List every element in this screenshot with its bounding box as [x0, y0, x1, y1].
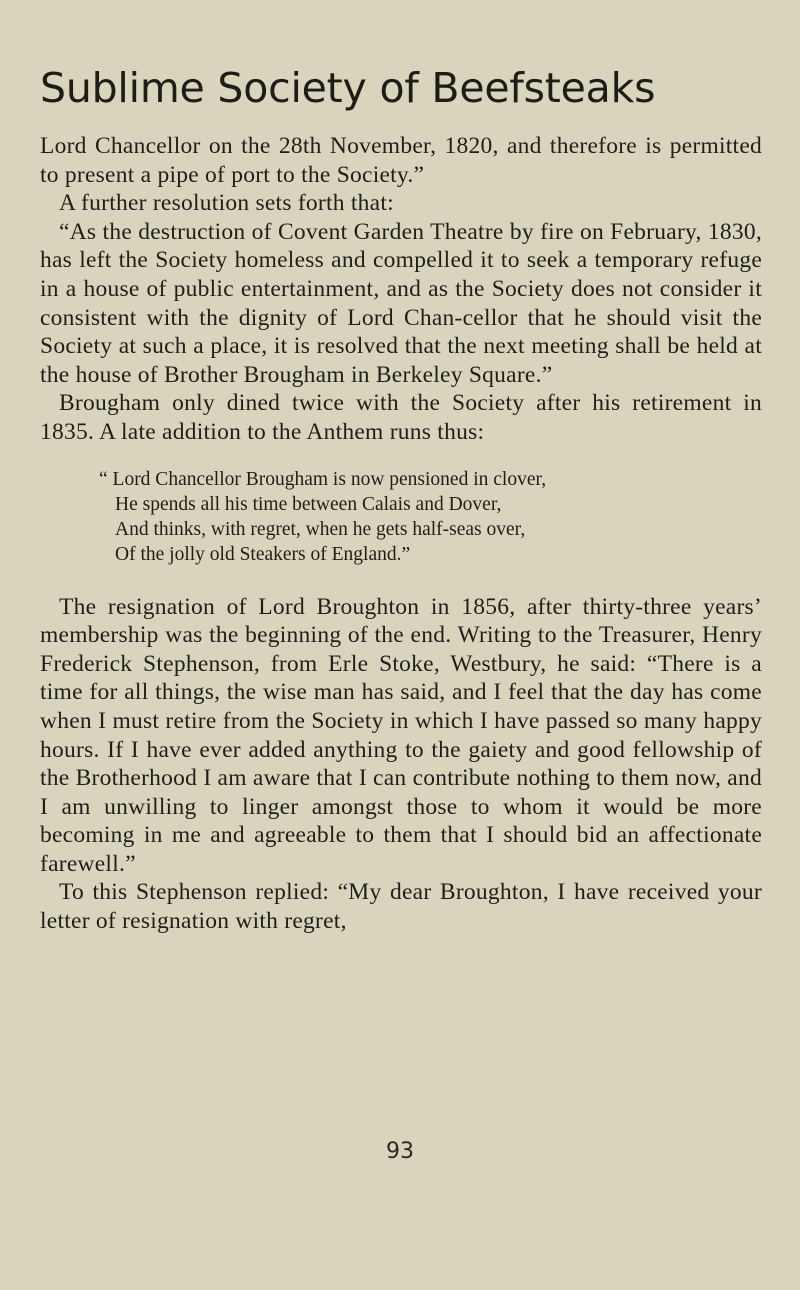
paragraph-brougham: Brougham only dined twice with the Society after his retirement in 1835. A late addition to the Anthem runs thus:	[40, 390, 762, 445]
anthem-verse	[40, 447, 762, 593]
verse-line: Of the jolly old Steakers of England.”	[115, 543, 411, 565]
paragraph-resolution-quote: “As the destruction of Covent Garden Theatre by fire on February, 1830, has left the Society homeless and compelled it to seek a temporary refuge in a house of public entertainment, and as the Society does not consider it consistent with the dignity of Lord Chan-cellor that he should visit the Society at such a place, it is resolved that the next meeting shall be held at the house of Brother Brougham in Berkeley Square.”	[40, 218, 762, 388]
body-text	[40, 132, 762, 936]
paragraph-broughton-resignation: The resignation of Lord Broughton in 1856, after thirty-three years’ membership was the beginning of the end. Writing to the Treasurer, Henry Frederick Stephenson, from Erle Stoke, Westbury, he said: “There is a time for all things, the wise man has said, and I feel that the day has come when I must retire from the Society in which I have passed so many happy hours. If I have ever added anything to the gaiety and good fellowship of the Brotherhood I am aware that I can contribute nothing to them now, and I am unwilling to linger amongst those to whom it would be more becoming in me and agreeable to them that I should bid an affectionate farewell.”	[40, 593, 762, 877]
paragraph-stephenson-reply: To this Stephenson replied: “My dear Broughton, I have received your letter of resignation with regret,	[40, 879, 762, 935]
paragraph-resolution-intro: A further resolution sets forth that:	[59, 190, 394, 217]
running-head: Sublime Society of Beefsteaks	[40, 64, 656, 112]
verse-line: And thinks, with regret, when he gets half-seas over,	[115, 518, 526, 540]
paragraph-continuation: Lord Chancellor on the 28th November, 1820, and therefore is permitted to present a pipe of port to the Society.”	[40, 133, 762, 188]
verse-line: He spends all his time between Calais and Dover,	[115, 493, 502, 515]
verse-line: “ Lord Chancellor Brougham is now pensioned in clover,	[99, 468, 547, 490]
page-number: 93	[386, 1139, 414, 1164]
